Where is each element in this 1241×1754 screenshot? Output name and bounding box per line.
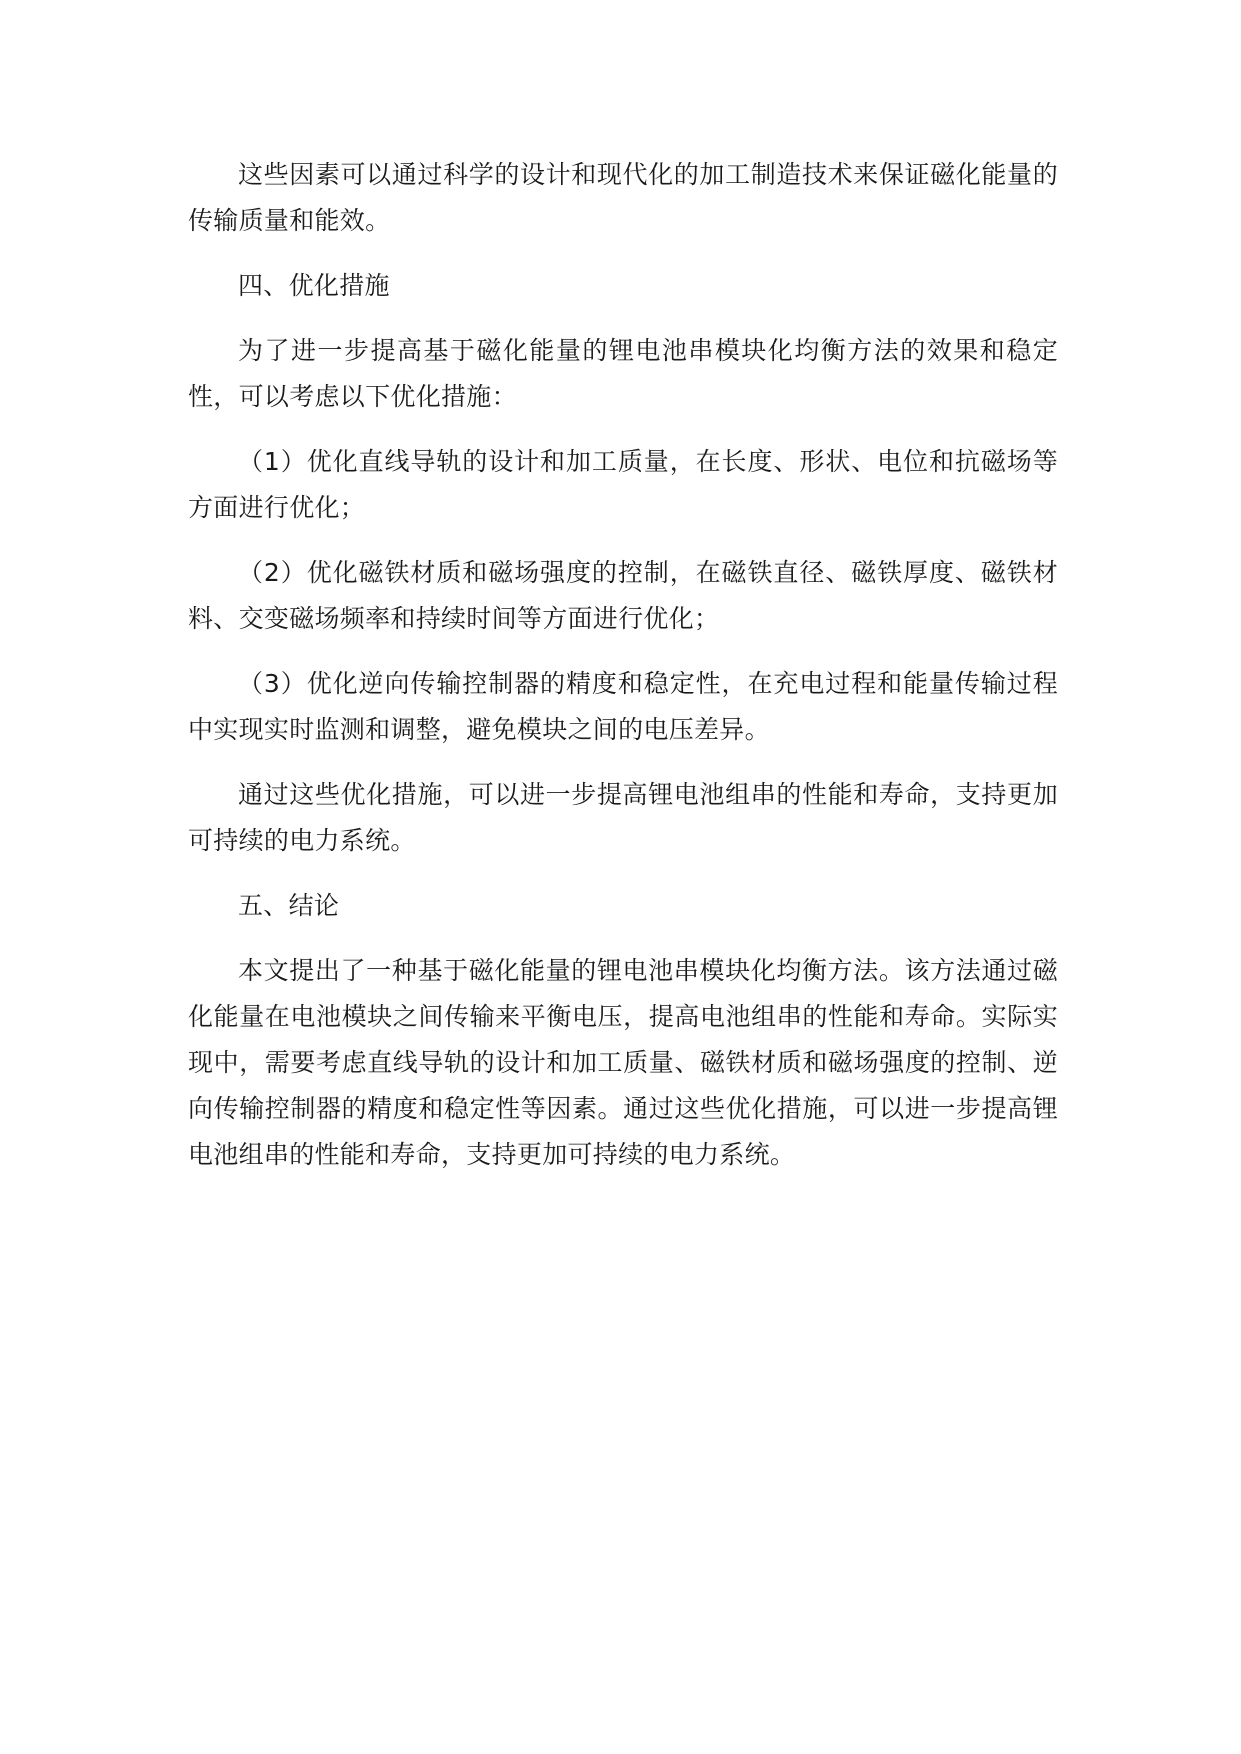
list-item-rail-optimization: （1）优化直线导轨的设计和加工质量，在长度、形状、电位和抗磁场等方面进行优化； <box>188 447 1058 522</box>
paragraph-optimization-summary: 通过这些优化措施，可以进一步提高锂电池组串的性能和寿命，支持更加可持续的电力系统。 <box>188 780 1058 855</box>
document-body <box>188 152 1058 1197</box>
paragraph-energy-quality: 这些因素可以通过科学的设计和现代化的加工制造技术来保证磁化能量的传输质量和能效。 <box>188 160 1058 235</box>
paragraph-conclusion: 本文提出了一种基于磁化能量的锂电池串模块化均衡方法。该方法通过磁化能量在电池模块之间传输来平衡电压，提高电池组串的性能和寿命。实际实现中，需要考虑直线导轨的设计和加工质量、磁铁材质和磁场强度的控制、逆向传输控制器的精度和稳定性等因素。通过这些优化措施，可以进一步提高锂电池组串的性能和寿命，支持更加可持续的电力系统。 <box>188 956 1058 1169</box>
paragraph-optimization-intro: 为了进一步提高基于磁化能量的锂电池串模块化均衡方法的效果和稳定性，可以考虑以下优化措施： <box>188 336 1058 411</box>
list-item-controller-optimization: （3）优化逆向传输控制器的精度和稳定性，在充电过程和能量传输过程中实现实时监测和调整，避免模块之间的电压差异。 <box>188 669 1058 744</box>
list-item-magnet-optimization: （2）优化磁铁材质和磁场强度的控制，在磁铁直径、磁铁厚度、磁铁材料、交变磁场频率和持续时间等方面进行优化； <box>188 558 1058 633</box>
section-heading-optimization: 四、优化措施 <box>238 271 390 300</box>
section-heading-conclusion: 五、结论 <box>238 891 340 920</box>
